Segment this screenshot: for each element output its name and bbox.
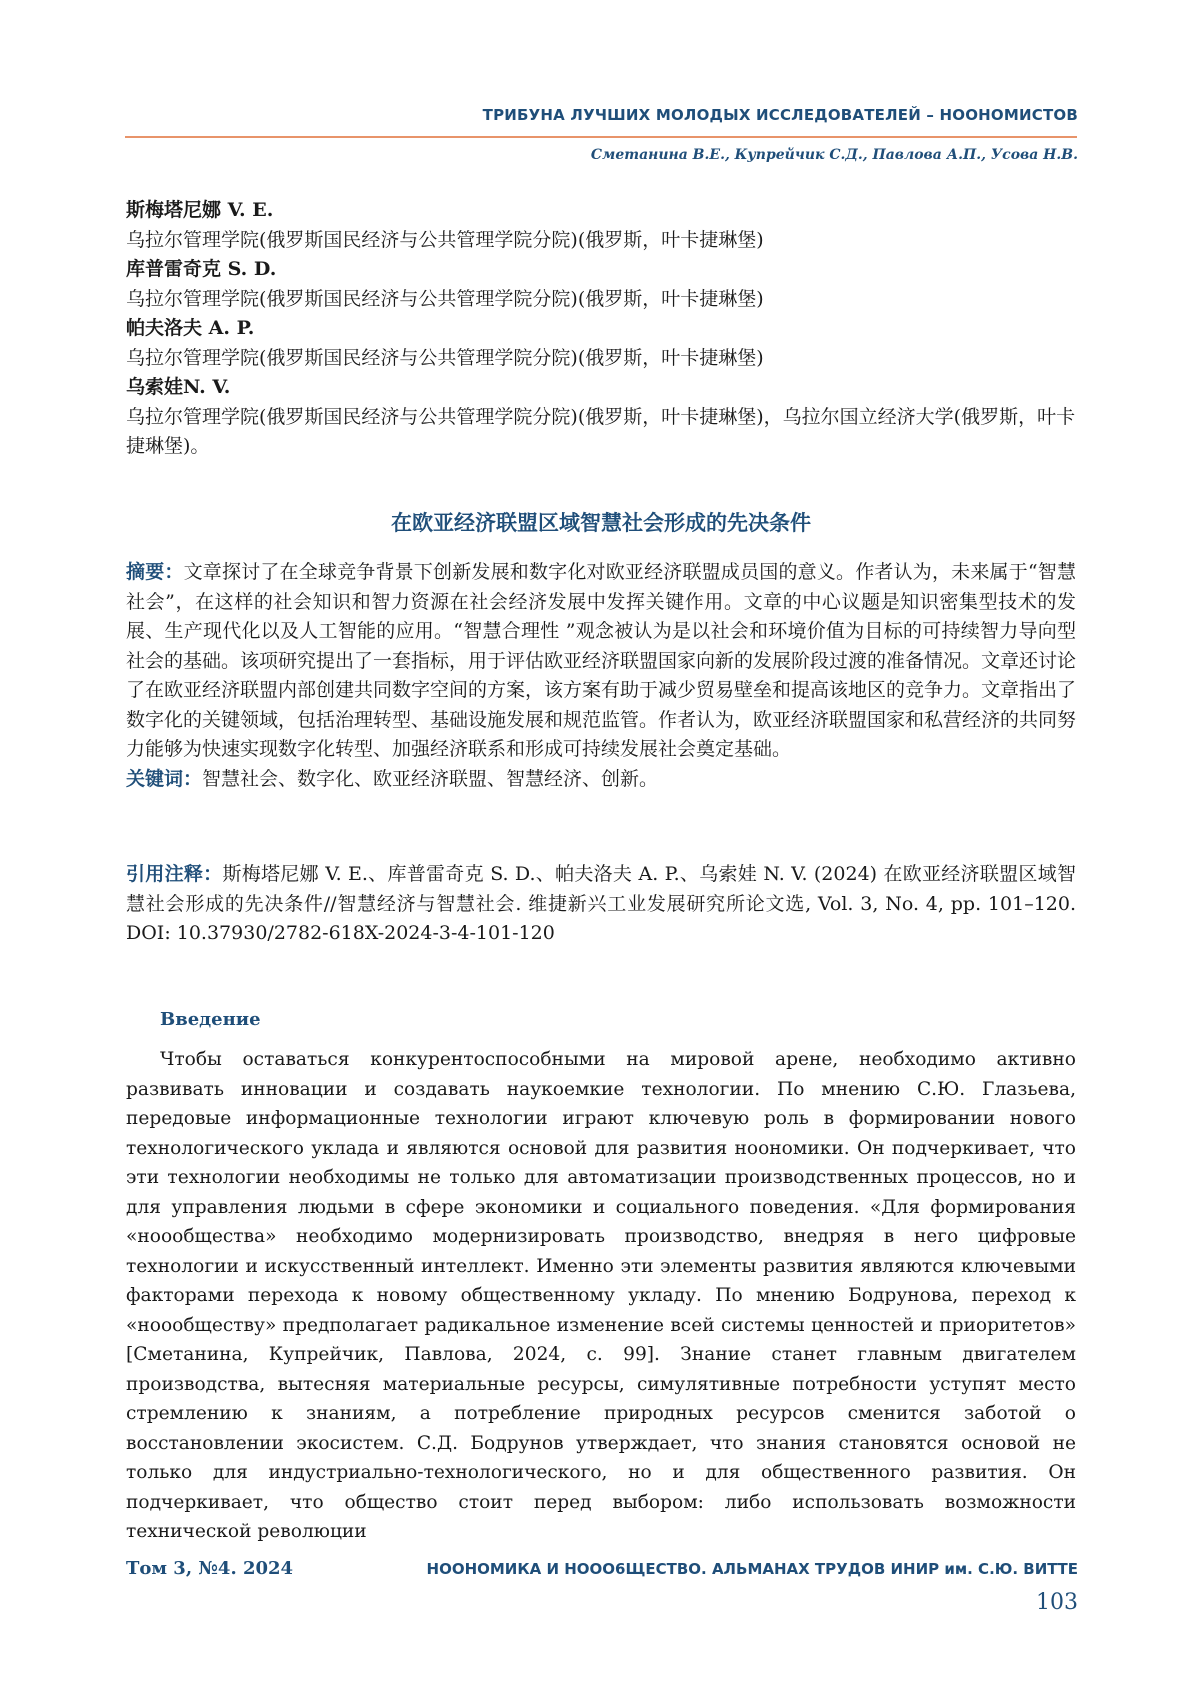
abstract-label: 摘要：	[126, 561, 184, 583]
author-affiliation: 乌拉尔管理学院(俄罗斯国民经济与公共管理学院分院)(俄罗斯，叶卡捷琳堡)	[126, 287, 764, 310]
abstract-text: 文章探讨了在全球竞争背景下创新发展和数字化对欧亚经济联盟成员国的意义。作者认为，未来属于“智慧社会”，在这样的社会知识和智力资源在社会经济发展中发挥关键作用。文章的中心议题是知识密集型技术的发展、生产现代化以及人工智能的应用。“智慧合理性 ”观念被认为是以社会和环境价值为目标的可持续智力导向型社会的基础。该项研究提出了一套指标，用于评估欧亚经济联盟国家向新的发展阶段过渡的准备情况。文章还讨论了在欧亚经济联盟内部创建共同数字空间的方案，该方案有助于减少贸易壁垒和提高该地区的竞争力。文章指出了数字化的关键领域，包括治理转型、基础设施发展和规范监管。作者认为，欧亚经济联盟国家和私营经济的共同努力能够为快速实现数字化转型、加强经济联系和形成可持续发展社会奠定基础。	[126, 561, 1077, 760]
abstract	[126, 558, 1076, 765]
page-number: 103	[1036, 1590, 1078, 1615]
paper-title: 在欧亚经济联盟区域智慧社会形成的先决条件	[391, 511, 811, 535]
citation-text: 斯梅塔尼娜 V. E.、库普雷奇克 S. D.、帕夫洛夫 A. P.、乌索娃 N. V. (2024) 在欧亚经济联盟区域智慧社会形成的先决条件//智慧经济与智慧社会. 维捷新兴工业发展研究所论文选, Vol. 3, No. 4, pp. 101–120. DOI: 10.37930/2782-618X-2024-3-4-101-120	[126, 863, 1076, 944]
footer-volume: Том 3, №4. 2024	[126, 1558, 294, 1579]
affiliations	[126, 196, 1076, 462]
author-name: 斯梅塔尼娜 V. E.	[126, 199, 274, 221]
keywords-text: 智慧社会、数字化、欧亚经济联盟、智慧经济、创新。	[202, 767, 659, 790]
citation-label: 引用注释：	[126, 863, 223, 885]
keywords	[126, 765, 1076, 795]
keywords-label: 关键词：	[126, 767, 203, 790]
running-title: ТРИБУНА ЛУЧШИХ МОЛОДЫХ ИССЛЕДОВАТЕЛЕЙ – НООНОМИСТОВ	[482, 106, 1078, 124]
footer-journal: НООНОМИКА И НООО6ЩЕСТВО. АЛЬМАНАХ ТРУДОВ ИНИР им. С.Ю. ВИТТЕ	[426, 1560, 1078, 1578]
author-name: 库普雷奇克 S. D.	[126, 258, 277, 280]
abstract-block	[126, 558, 1076, 794]
header-rule	[125, 136, 1077, 138]
authors-line: Сметанина В.Е., Купрейчик С.Д., Павлова А.П., Усова Н.В.	[590, 147, 1078, 163]
section-heading: Введение	[160, 1009, 261, 1030]
author-affiliation: 乌拉尔管理学院(俄罗斯国民经济与公共管理学院分院)(俄罗斯，叶卡捷琳堡)	[126, 346, 764, 369]
author-affiliation: 乌拉尔管理学院(俄罗斯国民经济与公共管理学院分院)(俄罗斯，叶卡捷琳堡)，乌拉尔国立经济大学(俄罗斯，叶卡捷琳堡)。	[126, 405, 1076, 457]
body-paragraph: Чтобы оставаться конкурентоспособными на мировой арене, необходимо активно развивать инновации и создавать наукоемкие технологии. По мнению С.Ю. Глазьева, передовые информационные технологии играют ключевую роль в формировании нового технологического уклада и являются основой для развития ноономики. Он подчеркивает, что эти технологии необходимы не только для автоматизации производственных процессов, но и для управления людьми в сфере экономики и социального поведения. «Для формирования «ноообщества» необходимо модернизировать производство, внедряя в него цифровые технологии и искусственный интеллект. Именно эти элементы развития являются ключевыми факторами перехода к новому общественному укладу. По мнению Бодрунова, переход к «ноообществу» предполагает радикальное изменение всей системы ценностей и приоритетов» [Сметанина, Купрейчик, Павлова, 2024, с. 99]. Знание станет главным двигателем производства, вытесняя материальные ресурсы, симулятивные потребности уступят место стремлению к знаниям, а потребление природных ресурсов сменится заботой о восстановлении экосистем. С.Д. Бодрунов утверждает, что знания становятся основой не только для индустриально-технологического, но и для общественного развития. Он подчеркивает, что общество стоит перед выбором: либо использовать возможности технической революции	[126, 1049, 1076, 1542]
author-affiliation: 乌拉尔管理学院(俄罗斯国民经济与公共管理学院分院)(俄罗斯，叶卡捷琳堡)	[126, 228, 764, 251]
citation	[126, 860, 1076, 949]
author-name: 乌索娃N. V.	[126, 376, 231, 398]
author-name: 帕夫洛夫 A. P.	[126, 317, 255, 339]
